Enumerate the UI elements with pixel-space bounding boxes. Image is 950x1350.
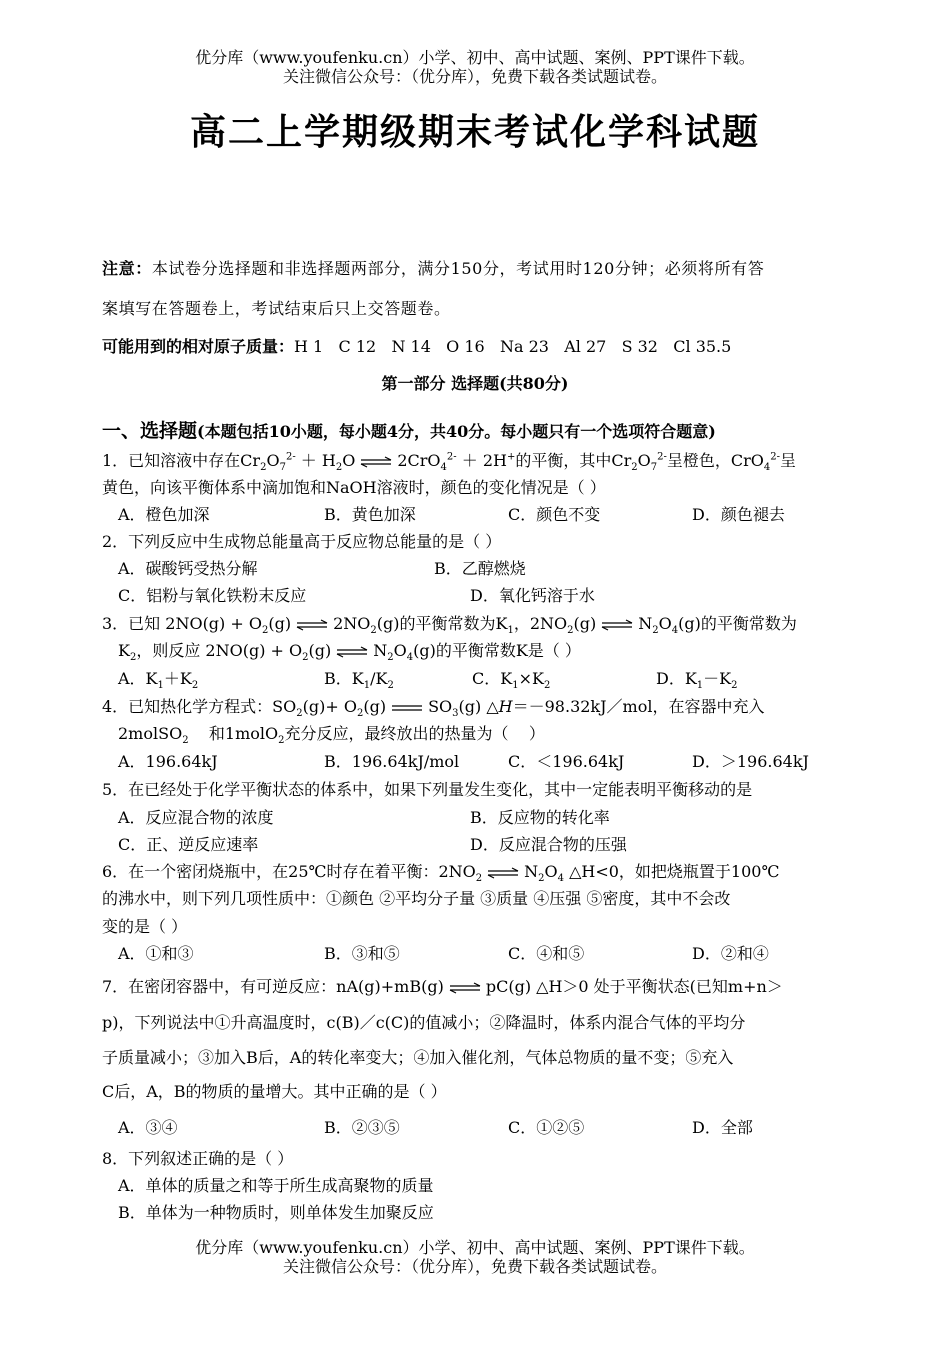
q6-line-3: 变的是（ ） [102,917,188,936]
q6-option-a: A．①和③ [118,944,194,963]
q4-sub: 2 [182,735,189,747]
q1-text: O [266,451,280,470]
q3-text: O [393,641,407,660]
q3-text: O [658,614,672,633]
q2-option-d: D．氧化钙溶于水 [470,586,595,605]
q3-option-sub: 2 [191,680,199,692]
q7-option-a: A．③④ [118,1118,178,1137]
notice-line-1 [102,259,764,279]
q1-text: O [342,451,356,470]
q1-sub: 2 [335,462,343,474]
q7-option-d: D．全部 [692,1118,753,1137]
q6-option-c: C．④和⑤ [508,944,585,963]
q3-sub: 2 [567,625,574,637]
q6-sub: 2 [475,873,483,885]
q1-sup: 2- [446,451,457,463]
q4-text: 和1molO [188,724,279,743]
q3-option-text: B．K [324,669,364,688]
q7-line-2: p)，下列说法中①升高温度时，c(B)／c(C)的值减小；②降温时，体系内混合气体的平均分 [102,1013,746,1032]
q4-option-c: C．＜196.64kJ [508,752,625,771]
q3-text: N [638,614,653,633]
q4-text: SO [428,697,453,716]
q6-line-2: 的沸水中，则下列几项性质中：①颜色 ②平均分子量 ③质量 ④压强 ⑤密度，其中不会改 [102,889,731,908]
atomic-mass-label: 可能用到的相对原子质量： [102,337,295,356]
q1-sub: 2 [260,462,267,474]
q5-option-b: B．反应物的转化率 [470,808,610,827]
q1-sup: 2- [657,451,667,463]
q4-sub: 2 [296,708,303,720]
q4-line-2 [118,724,545,747]
footer-line-1: 优分库（www.youfenku.cn）小学、初中、高中试题、案例、PPT课件下载。 [195,1238,755,1257]
section-1-heading [102,421,716,442]
q6-option-b: B．③和⑤ [324,944,400,963]
q3-text: (g)的平衡常数为K [376,614,508,633]
q1-text: O [637,451,651,470]
q3-option-text: A．K [118,669,158,688]
q4-option-d: D．＞196.64kJ [692,752,809,771]
q3-sub: 4 [671,625,679,637]
section-1-note: (本题包括10小题，每小题4分，共40分。每小题只有一个选项符合题意) [197,422,716,441]
q3-text: (g)的平衡常数为 [678,614,797,633]
q1-text: 呈橙色，CrO [666,451,764,470]
q3-sub: 4 [406,652,414,664]
q5-option-d: D．反应混合物的压强 [470,835,627,854]
equilibrium-arrow-icon [486,867,520,879]
q1-sup: 2- [285,451,296,463]
q8-stem: 8．下列叙述正确的是（ ） [102,1149,294,1168]
q1-sub: 4 [763,462,771,474]
q7-option-b: B．②③⑤ [324,1118,400,1137]
q3-text: (g) [268,614,292,633]
page-title: 高二上学期级期末考试化学科试题 [189,111,760,153]
q3-text: 2NO [333,614,371,633]
q1-text: 2CrO [397,451,441,470]
q3-option-text: ×K [518,669,544,688]
q4-sub: 3 [452,708,459,720]
q6-text: △H<0，如把烧瓶置于100℃ [564,862,780,881]
equilibrium-arrow-icon [295,619,329,631]
q4-italic: H [498,697,513,716]
q6-option-d: D．②和④ [692,944,769,963]
q2-option-b: B．乙醇燃烧 [434,559,526,578]
section-1-label: 一、选择题 [102,420,198,442]
atomic-mass-values: H 1 C 12 N 14 O 16 Na 23 Al 27 S 32 Cl 35.5 [294,337,732,356]
q7-option-c: C．①②⑤ [508,1118,585,1137]
q4-line-1 [102,697,765,720]
q1-text: 1．已知溶液中存在Cr [102,451,261,470]
notice-text-1: 本试卷分选择题和非选择题两部分，满分150分，考试用时120分钟；必须将所有答 [151,259,765,278]
q4-option-b: B．196.64kJ/mol [324,752,460,771]
q5-option-a: A．反应混合物的浓度 [118,808,274,827]
q2-option-c: C．铝粉与氧化铁粉末反应 [118,586,307,605]
q3-text: (g) [308,641,332,660]
equals-sign-icon [390,702,424,714]
q2-stem: 2．下列反应中生成物总能量高于反应物总能量的是（ ） [102,532,502,551]
q1-text: 呈 [780,451,797,470]
q3-option-a [118,669,199,692]
q3-option-sub: 2 [387,680,394,692]
notice-label: 注意： [102,259,152,278]
q4-text: 4．已知热化学方程式：SO [102,697,297,716]
q3-option-text: C．K [472,669,513,688]
equilibrium-arrow-icon [335,646,369,658]
q1-text: 的平衡，其中Cr [515,451,632,470]
q1-option-d: D．颜色褪去 [692,505,785,524]
q4-option-a: A．196.64kJ [118,752,218,771]
header-line-1: 优分库（www.youfenku.cn）小学、初中、高中试题、案例、PPT课件下载。 [195,48,755,67]
q1-line-1 [102,451,797,474]
q6-line-1 [102,862,780,885]
q1-option-c: C．颜色不变 [508,505,601,524]
q1-sub: 2 [631,462,638,474]
q3-text: N [373,641,388,660]
q1-sub: 4 [440,462,447,474]
q1-line-2: 黄色，向该平衡体系中滴加饱和NaOH溶液时，颜色的变化情况是（ ） [102,478,606,497]
q3-text: K [118,641,130,660]
q3-option-sub: 2 [543,680,551,692]
q3-option-b [324,669,394,692]
q7-line-3: 子质量减小；③加入B后，A的转化率变大；④加入催化剂，气体总物质的量不变；⑤充入 [102,1048,734,1067]
q4-text: (g) △ [458,697,499,716]
q3-option-sub: 1 [512,680,519,692]
q3-option-sub: 1 [363,680,371,692]
q3-sub: 2 [652,625,659,637]
q1-sup: + [506,451,516,463]
q1-text: ＋ 2H [456,451,507,470]
q4-text: (g) [363,697,387,716]
q4-text: 充分反应，最终放出的热量为（ ） [284,724,545,743]
q3-text: ，2NO [513,614,568,633]
q3-option-sub: 1 [696,680,704,692]
q3-sub: 2 [370,625,377,637]
notice-line-2: 案填写在答题卷上，考试结束后只上交答题卷。 [102,299,451,318]
q6-sub: 2 [538,873,545,885]
q3-option-text: ＋K [163,669,192,688]
q3-sub: 2 [302,652,309,664]
q3-text: ，则反应 2NO(g) + O [136,641,303,660]
q3-text: (g) [573,614,597,633]
q7-line-4: C后，A，B的物质的量增大。其中正确的是（ ） [102,1082,447,1101]
q3-text: 3．已知 2NO(g) + O [102,614,262,633]
footer-line-2: 关注微信公众号：（优分库），免费下载各类试题试卷。 [282,1257,667,1276]
q3-text: (g)的平衡常数K是（ ） [413,641,581,660]
q2-option-a: A．碳酸钙受热分解 [118,559,258,578]
q4-sub: 2 [278,735,285,747]
equilibrium-arrow-icon [448,982,482,994]
q3-option-d [656,669,738,692]
q7-line-1 [102,977,783,997]
q3-sub: 2 [387,652,394,664]
q3-option-text: D．K [656,669,697,688]
q3-sub: 2 [262,625,269,637]
q5-stem: 5．在已经处于化学平衡状态的体系中，如果下列量发生变化，其中一定能表明平衡移动的是 [102,780,753,799]
q3-option-text: /K [370,669,388,688]
q8-option-b: B．单体为一种物质时，则单体发生加聚反应 [118,1203,434,1222]
q1-sup: 2- [770,451,781,463]
q3-option-sub: 1 [157,680,164,692]
q3-option-c [472,669,551,692]
q4-sub: 2 [356,708,364,720]
q1-text: ＋ H [295,451,336,470]
part-1-title: 第一部分 选择题(共80分) [381,374,569,393]
equilibrium-arrow-icon [600,619,634,631]
q8-option-a: A．单体的质量之和等于所生成高聚物的质量 [118,1176,434,1195]
q4-text: (g)+ O [302,697,357,716]
q7-text: 7．在密闭容器中，有可逆反应：nA(g)+mB(g) [102,977,444,996]
q1-sub: 7 [279,462,286,474]
q6-sub: 4 [557,873,564,885]
q3-option-text: －K [703,669,732,688]
q1-option-a: A．橙色加深 [118,505,210,524]
q1-sub: 7 [650,462,658,474]
q3-line-1 [102,614,797,637]
q6-text: 6．在一个密闭烧瓶中，在25℃时存在着平衡：2NO [102,862,476,881]
q6-text: O [544,862,558,881]
q4-text: 2molSO [118,724,183,743]
q5-option-c: C．正、逆反应速率 [118,835,259,854]
q1-option-b: B．黄色加深 [324,505,416,524]
q7-text: pC(g) △H＞0 处于平衡状态(已知m+n＞ [485,977,783,996]
atomic-mass-line [102,337,731,357]
q6-text: N [524,862,539,881]
equilibrium-arrow-icon [359,456,393,468]
q3-line-2 [118,641,581,664]
header-line-2: 关注微信公众号：（优分库），免费下载各类试题试卷。 [282,67,667,86]
q4-text: ＝－98.32kJ／mol，在容器中充入 [512,697,765,716]
q3-sub: 2 [129,652,137,664]
q3-sub: 1 [507,625,514,637]
q3-option-sub: 2 [731,680,738,692]
